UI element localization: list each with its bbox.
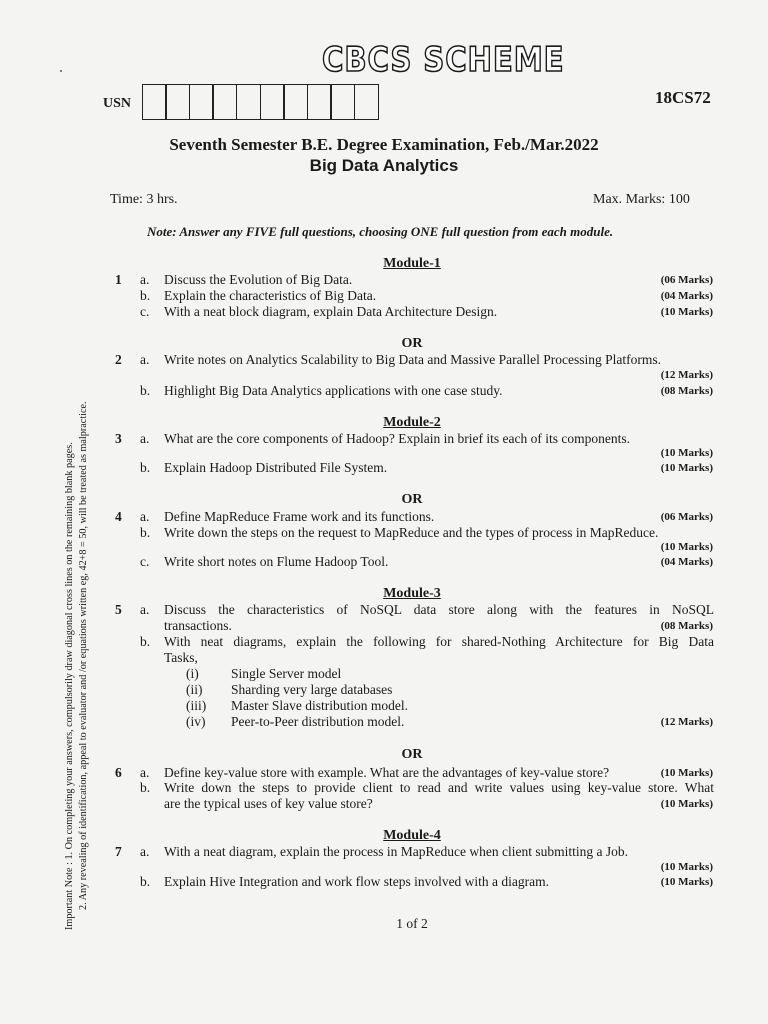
part-label: b. [140, 288, 151, 303]
question-text: Define MapReduce Frame work and its functions. [164, 509, 435, 524]
question-text: With a neat diagram, explain the process in MapReduce when client submitting a Job. [164, 844, 628, 859]
question-text-continued: Tasks, [164, 650, 198, 665]
time-allowed: Time: 3 hrs. [110, 192, 178, 207]
question-text: Write notes on Analytics Scalability to Big Data and Massive Parallel Processing Platforms. [164, 352, 661, 367]
part-label: a. [140, 272, 150, 287]
usn-label: USN [103, 96, 132, 111]
module-4-heading: Module-4 [383, 828, 441, 843]
part-label: b. [140, 460, 151, 475]
part-label: b. [140, 525, 151, 540]
usn-boxes [143, 84, 379, 120]
marks: (08 Marks) [660, 385, 713, 397]
sub-item-number: (iii) [186, 698, 207, 713]
part-label: a. [140, 509, 150, 524]
question-text: Discuss the characteristics of NoSQL data store along with the features in NoSQL [164, 602, 714, 617]
usn-box [165, 84, 190, 120]
module-1-heading: Module-1 [383, 256, 441, 271]
question-text: Explain the characteristics of Big Data. [164, 288, 377, 303]
or-separator: OR [401, 747, 423, 762]
usn-box [189, 84, 214, 120]
usn-box [260, 84, 285, 120]
usn-box [354, 84, 379, 120]
scan-speck [60, 70, 62, 72]
question-number: 7 [115, 844, 122, 859]
marks: (04 Marks) [660, 290, 713, 302]
question-number: 2 [115, 352, 122, 367]
or-separator: OR [401, 336, 423, 351]
question-text: With neat diagrams, explain the following for shared-Nothing Architecture for Big Data [164, 634, 714, 649]
sub-item-number: (i) [186, 666, 199, 681]
sub-item-number: (iv) [186, 714, 206, 729]
question-text: Define key-value store with example. What are the advantages of key-value store? [164, 765, 610, 780]
side-note-line-2: 2. Any revealing of identification, appeal to evaluator and /or equations written eg, 42+8 = 50, will be treated as malpractice. [78, 401, 89, 910]
part-label: b. [140, 874, 151, 889]
marks: (10 Marks) [660, 447, 713, 459]
part-label: a. [140, 602, 150, 617]
question-text-continued: transactions. [164, 618, 232, 633]
question-number: 3 [115, 431, 122, 446]
marks: (08 Marks) [660, 620, 713, 632]
question-text: Discuss the Evolution of Big Data. [164, 272, 353, 287]
question-text: What are the core components of Hadoop? Explain in brief its each of its components. [164, 431, 630, 446]
page-number: 1 of 2 [396, 916, 428, 931]
question-text-continued: are the typical uses of key value store? [164, 796, 373, 811]
usn-box [236, 84, 261, 120]
module-2-heading: Module-2 [383, 415, 441, 430]
usn-box [307, 84, 332, 120]
question-text: Write short notes on Flume Hadoop Tool. [164, 554, 389, 569]
question-text: Write down the steps on the request to MapReduce and the types of process in MapReduce. [164, 525, 659, 540]
question-text: Highlight Big Data Analytics applications with one case study. [164, 383, 503, 398]
part-label: a. [140, 352, 150, 367]
question-number: 6 [115, 765, 122, 780]
sub-item-text: Sharding very large databases [231, 682, 393, 697]
marks: (10 Marks) [660, 767, 713, 779]
marks: (06 Marks) [660, 511, 713, 523]
question-number: 5 [115, 602, 122, 617]
marks: (06 Marks) [660, 274, 713, 286]
part-label: b. [140, 780, 151, 795]
or-separator: OR [401, 492, 423, 507]
part-label: a. [140, 844, 150, 859]
part-label: c. [140, 304, 150, 319]
marks: (10 Marks) [660, 306, 713, 318]
part-label: c. [140, 554, 150, 569]
marks: (10 Marks) [660, 462, 713, 474]
sub-item-text: Master Slave distribution model. [231, 698, 408, 713]
sub-item-text: Peer-to-Peer distribution model. [231, 714, 405, 729]
part-label: a. [140, 765, 150, 780]
question-text: Explain Hive Integration and work flow steps involved with a diagram. [164, 874, 550, 889]
side-important-note [63, 401, 91, 930]
instruction-note: Note: Answer any FIVE full questions, choosing ONE full question from each module. [147, 224, 614, 239]
subject-title: Big Data Analytics [309, 156, 459, 175]
usn-box [330, 84, 355, 120]
sub-item-number: (ii) [186, 682, 203, 697]
question-text: Explain Hadoop Distributed File System. [164, 460, 388, 475]
scheme-heading: CBCS SCHEME [322, 40, 565, 80]
course-code: 18CS72 [655, 88, 711, 107]
marks: (10 Marks) [660, 876, 713, 888]
exam-title: Seventh Semester B.E. Degree Examination, Feb./Mar.2022 [169, 135, 599, 154]
max-marks: Max. Marks: 100 [593, 192, 690, 207]
marks: (10 Marks) [660, 798, 713, 810]
side-note-line-1: Important Note : 1. On completing your answers, compulsorily draw diagonal cross lines on the remaining blank pages. [64, 442, 75, 930]
marks: (12 Marks) [660, 369, 713, 381]
part-label: b. [140, 383, 151, 398]
question-text: With a neat block diagram, explain Data Architecture Design. [164, 304, 498, 319]
module-3-heading: Module-3 [383, 586, 441, 601]
usn-box [212, 84, 237, 120]
marks: (12 Marks) [660, 716, 713, 728]
question-text: Write down the steps to provide client to read and write values using key-value store. What [164, 780, 714, 795]
part-label: b. [140, 634, 151, 649]
marks: (10 Marks) [660, 861, 713, 873]
marks: (10 Marks) [660, 541, 713, 553]
question-number: 4 [115, 509, 122, 524]
usn-box [142, 84, 167, 120]
marks: (04 Marks) [660, 556, 713, 568]
question-number: 1 [115, 272, 122, 287]
sub-item-text: Single Server model [231, 666, 342, 681]
part-label: a. [140, 431, 150, 446]
usn-box [283, 84, 308, 120]
